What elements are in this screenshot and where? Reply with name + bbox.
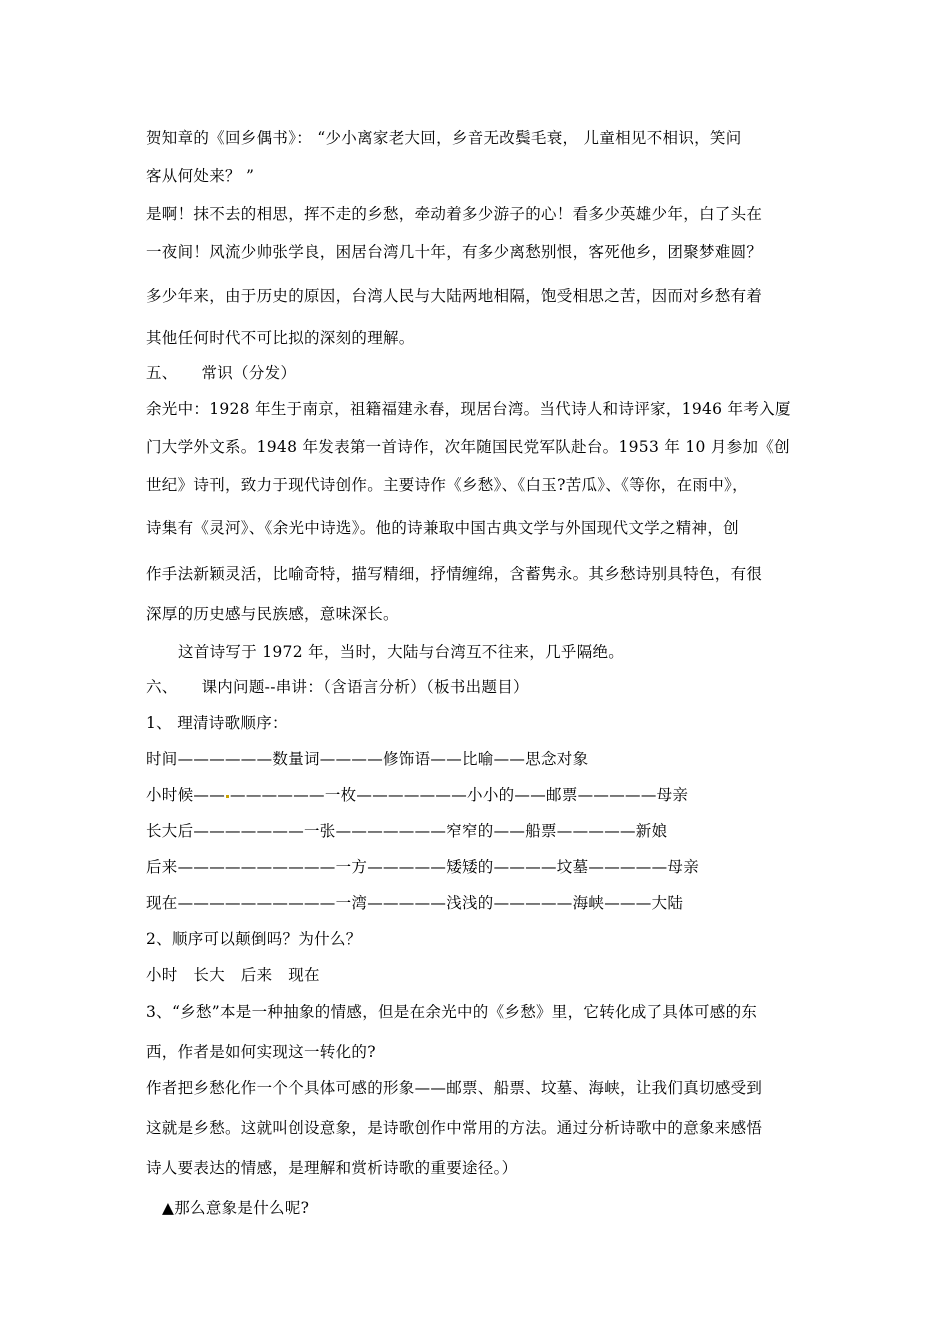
text-line: 作手法新颖灵活，比喻奇特，描写精细，抒情缠绵，含蓄隽永。其乡愁诗别具特色，有很 bbox=[146, 565, 763, 583]
text-line: 客从何处来？ ” bbox=[146, 167, 255, 185]
text-line: 时间——————数量词————修饰语——比喻——思念对象 bbox=[146, 750, 589, 768]
text-line: 是啊！抹不去的相思，挥不走的乡愁，牵动着多少游子的心！看多少英雄少年，白了头在 bbox=[146, 205, 763, 223]
text-fragment: 小时候—— bbox=[146, 786, 226, 804]
text-line: 西，作者是如何实现这一转化的? bbox=[146, 1043, 376, 1061]
text-line: ▲那么意象是什么呢? bbox=[162, 1199, 310, 1217]
text-line: 深厚的历史感与民族感，意味深长。 bbox=[146, 605, 399, 623]
section-heading: 六、 课内问题--串讲：（含语言分析）（板书出题目） bbox=[146, 678, 529, 696]
text-line: 门大学外文系。1948 年发表第一首诗作，次年随国民党军队赴台。1953 年 10 月参加《创 bbox=[146, 438, 790, 456]
text-fragment: ——————一枚———————小小的——邮票—————母亲 bbox=[230, 786, 689, 804]
text-line: 后来——————————一方—————矮矮的————坟墓—————母亲 bbox=[146, 858, 700, 876]
text-line: 贺知章的《回乡偶书》： “少小离家老大回，乡音无改鬓毛衰， 儿童相见不相识，笑问 bbox=[146, 129, 742, 147]
text-line: 长大后———————一张———————窄窄的——船票—————新娘 bbox=[146, 822, 668, 840]
text-line: 1、 理清诗歌顺序： bbox=[146, 714, 288, 732]
text-line: 3、“乡愁”本是一种抽象的情感，但是在余光中的《乡愁》里，它转化成了具体可感的东 bbox=[146, 1003, 758, 1021]
text-line: 其他任何时代不可比拟的深刻的理解。 bbox=[146, 329, 415, 347]
text-line: 2、顺序可以颠倒吗？为什么？ bbox=[146, 930, 362, 948]
text-line: 现在——————————一湾—————浅浅的—————海峡———大陆 bbox=[146, 894, 684, 912]
text-line: 世纪》诗刊，致力于现代诗创作。主要诗作《乡愁》、《白玉?苦瓜》、《等你，在雨中》， bbox=[146, 476, 748, 494]
text-line: 诗人要表达的情感，是理解和赏析诗歌的重要途径。） bbox=[146, 1159, 518, 1177]
text-line: 这首诗写于 1972 年，当时，大陆与台湾互不往来，几乎隔绝。 bbox=[178, 643, 625, 661]
text-line bbox=[146, 784, 688, 806]
text-line: 作者把乡愁化作一个个具体可感的形象——邮票、船票、坟墓、海峡，让我们真切感受到 bbox=[146, 1079, 763, 1097]
text-line: 这就是乡愁。这就叫创设意象，是诗歌创作中常用的方法。通过分析诗歌中的意象来感悟 bbox=[146, 1119, 763, 1137]
text-line: 小时 长大 后来 现在 bbox=[146, 966, 320, 984]
text-line: 余光中：1928 年生于南京，祖籍福建永春，现居台湾。当代诗人和诗评家，1946 年考入厦 bbox=[146, 400, 791, 418]
highlight-mark bbox=[226, 795, 229, 798]
text-line: 多少年来，由于历史的原因，台湾人民与大陆两地相隔，饱受相思之苦，因而对乡愁有着 bbox=[146, 287, 763, 305]
section-heading: 五、 常识（分发） bbox=[146, 364, 297, 382]
text-line: 诗集有《灵河》、《余光中诗选》。他的诗兼取中国古典文学与外国现代文学之精神，创 bbox=[146, 519, 739, 537]
text-line: 一夜间！风流少帅张学良，困居台湾几十年，有多少离愁别恨，客死他乡，团聚梦难圆？ bbox=[146, 243, 763, 261]
